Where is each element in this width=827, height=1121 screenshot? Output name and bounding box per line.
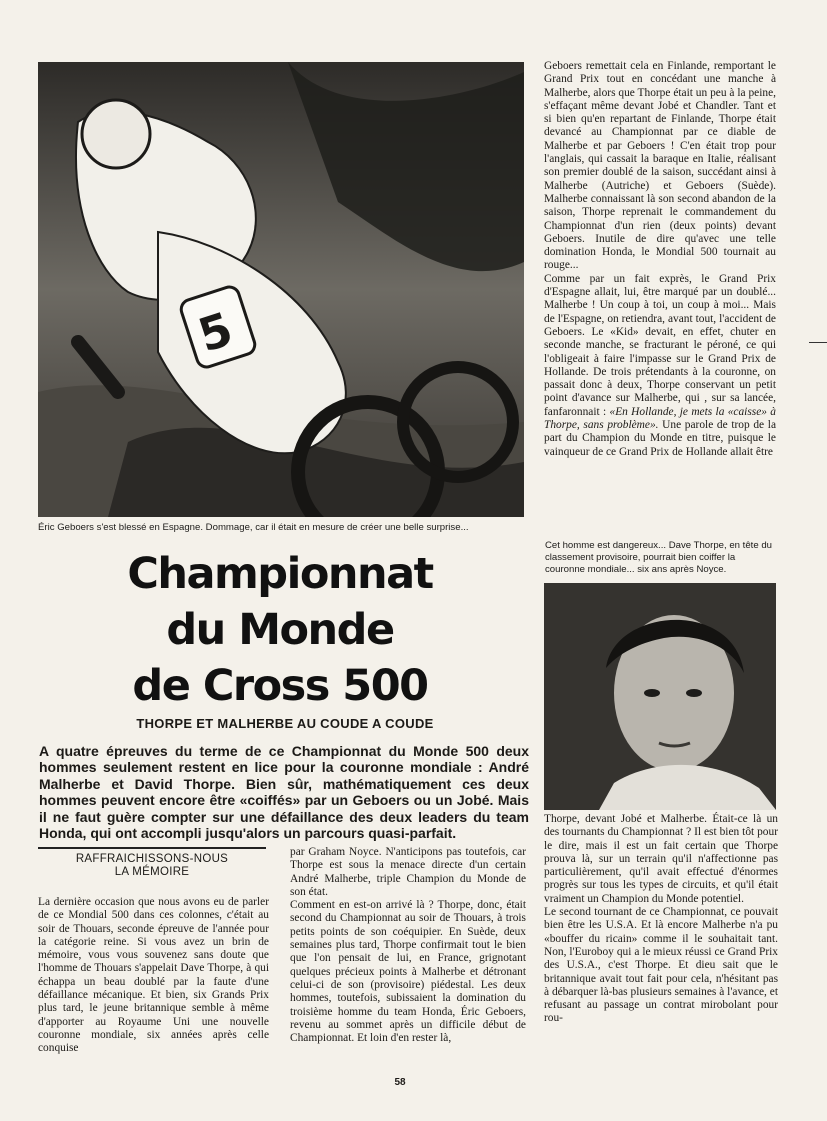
article-column-middle bbox=[290, 846, 526, 1045]
article-subtitle: THORPE ET MALHERBE AU COUDE A COUDE bbox=[136, 716, 434, 731]
section-heading bbox=[38, 853, 266, 879]
article-lead: A quatre épreuves du terme de ce Championnat du Monde 500 deux hommes seulement restent en lice pour la couronne mondiale : André Malherbe et David Thorpe. Bien sûr, mathématiquement ces deux hommes peuvent encore être «coiffés» par un Geboers ou un Jobé. Mais il ne faut guère compter sur une défaillance des deux leaders du team Honda, qui ont accompli jusqu'alors un parcours quasi-parfait. bbox=[39, 743, 529, 842]
quote: «En Hollande, je mets la «caisse» à Thorpe, sans problème». bbox=[544, 405, 776, 432]
article-title bbox=[100, 546, 460, 714]
portrait-illustration bbox=[544, 583, 776, 810]
article-column-right-top bbox=[544, 60, 776, 459]
motocross-photo bbox=[38, 62, 524, 517]
paragraph: La dernière occasion que nous avons eu de parler de ce Mondial 500 dans ces colonnes, c'était au soir de Thouars, seconde épreuve de l'année pour la catégorie reine. Si vous avez un brin de mémoire, vous vous souvenez sans doute que l'homme de Thouars s'appelait Dave Thorpe, à qui échappa un beau doublé par la faute d'une défaillance mécanique. Et bien, six Grands Prix plus tard, le jeune britannique semble à même d'apporter au Royaume Uni une nouvelle couronne mondiale, six années après celle conquise bbox=[38, 896, 269, 1055]
title-line: de Cross 500 bbox=[132, 661, 428, 711]
page-number: 58 bbox=[394, 1077, 406, 1088]
portrait-caption: Cet homme est dangereux... Dave Thorpe, en tête du classement provisoire, pourrait bien coiffer la couronne mondiale... six ans après Noyce. bbox=[545, 540, 773, 575]
paragraph bbox=[544, 273, 776, 459]
motocross-caption: Éric Geboers s'est blessé en Espagne. Dommage, car il était en mesure de créer une belle surprise... bbox=[38, 522, 469, 533]
section-rule bbox=[38, 847, 266, 849]
paragraph: Comment en est-on arrivé là ? Thorpe, donc, était second du Championnat au soir de Thouars, à trois petits points de son coéquipier. En Suède, deux semaines plus tard, Thorpe confirmait tout le bien que l'on pensait de lui, en France, grignotant quelques précieux points à Malherbe et détronant celui-ci de son (provisoire) piédestal. Les deux hommes, toutefois, subissaient la domination du troisième homme du team Honda, Éric Geboers, revenu au sommet après un difficile début de Championnat. Et loin d'en rester là, bbox=[290, 899, 526, 1045]
section-heading-line: LA MÉMOIRE bbox=[114, 866, 190, 878]
margin-mark bbox=[809, 342, 827, 343]
section-heading-line: RAFFRAICHISSONS-NOUS bbox=[75, 853, 229, 865]
motocross-illustration bbox=[38, 62, 524, 517]
text-run: Comme par un fait exprès, le Grand Prix d'Espagne allait, lui, être marqué par un doublé... Malherbe ! Un coup à toi, un coup à moi... Mais de l'Espagne, on retiendra, avant tout, l'accident de Geboers. Le «Kid» devait, en effet, chuter en seconde manche, se fracturant le péroné, ce qui l'obligeait à faire l'impasse sur le Grand Prix de Hollande. De trois prétendants à la couronne, on passait donc à deux, Thorpe conservant un petit point d'avance sur Malherbe, qui , sur sa lancée, fanfaronnait : bbox=[544, 272, 776, 418]
article-column-right-bottom bbox=[544, 813, 778, 1026]
article-column-left bbox=[38, 896, 269, 1056]
paragraph: Le second tournant de ce Championnat, ce pouvait bien être les U.S.A. Et là encore Malherbe n'a pu «bouffer du ricain» comme il le souhaitait tant. Non, l'Euroboy qui a le mieux réussi ce Grand Prix des U.S.A., c'est Thorpe. Et dieu sait que le britannique avait tout fait pour cela, n'hésitant pas à débarquer là-bas plusieurs semaines à l'avance, et refusant au passage un contrat mirobolant pour rou- bbox=[544, 906, 778, 1025]
svg-text:5: 5 bbox=[191, 301, 240, 363]
paragraph: Thorpe, devant Jobé et Malherbe. Était-ce là un des tournants du Championnat ? Il est bien tôt pour le dire, mais il est un fait certain que Thorpe prouva là, sur un terrain qu'il n'affectionne pas particulièrement, qu'il avait effectué d'énormes progrès sur tous les types de circuits, et qu'il était vraiment un Champion du Monde potentiel. bbox=[544, 813, 778, 905]
title-line: du Monde bbox=[166, 605, 394, 655]
portrait-photo bbox=[544, 583, 776, 810]
paragraph: par Graham Noyce. N'anticipons pas toutefois, car Thorpe est sous la menace directe d'un certain André Malherbe, triple Champion du Monde de son état. bbox=[290, 846, 526, 898]
paragraph: Geboers remettait cela en Finlande, remportant le Grand Prix tout en concédant une manche à Malherbe, alors que Thorpe était un peu à la peine, s'effaçant même devant Jobé et Chandler. Tant et si bien qu'en repartant de Finlande, Thorpe était devancé au Championnat par ce diable de Malherbe et par Geboers ! C'en était trop pour l'anglais, qui cassait la baraque en Italie, réalisant son premier doublé de la saison, succédant ainsi à Malherbe (Autriche) et Geboers (Suède). Malherbe connaissant là son second abandon de la saison, Thorpe reprenait le commandement du Championnat d'un rien (deux points) devant Geboers. Inutile de dire qu'avec une telle domination Honda, le Mondial 500 tournait au rouge... bbox=[544, 60, 776, 272]
text-run: Une parole de trop de la part du Champion du Monde en titre, puisque le vainqueur de ce Grand Prix de Hollande allait être bbox=[544, 419, 777, 458]
title-line: Championnat bbox=[127, 549, 433, 599]
